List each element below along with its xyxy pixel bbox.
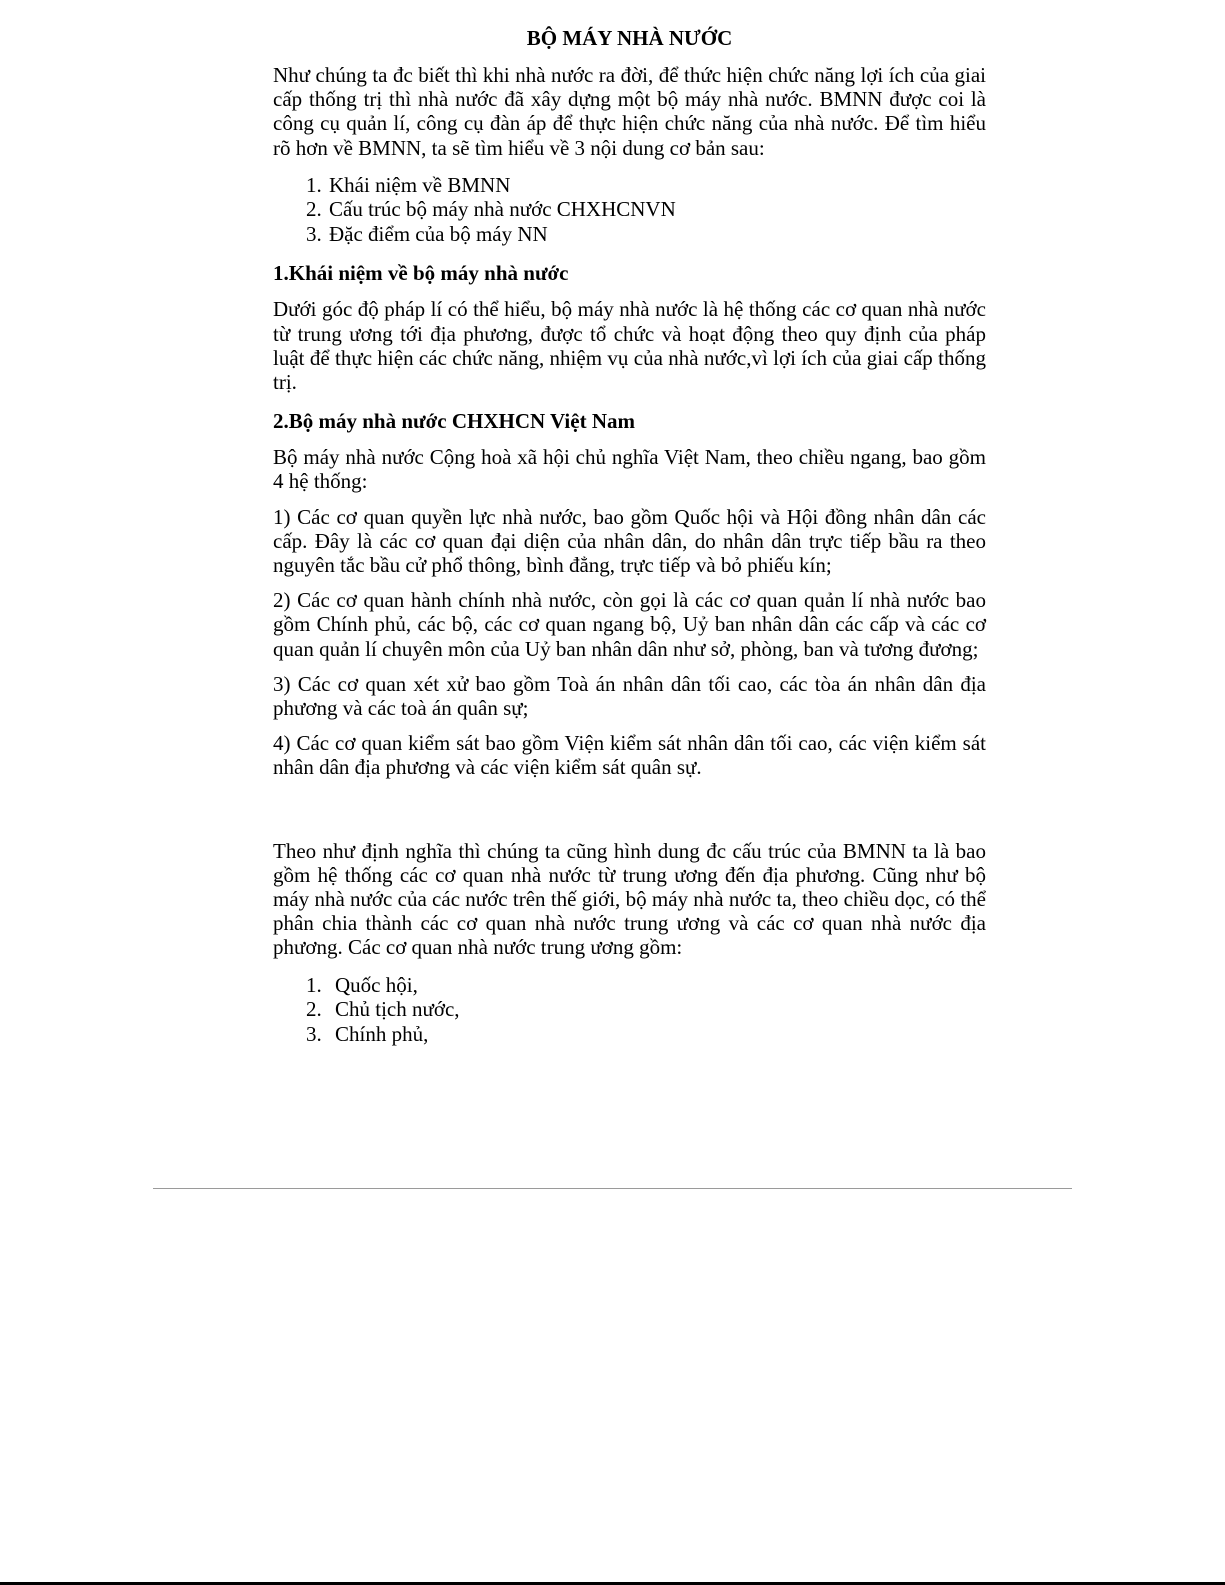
topics-list	[273, 173, 986, 247]
list-item: 1. Quốc hội,	[327, 973, 986, 998]
vertical-structure-paragraph: Theo như định nghĩa thì chúng ta cũng hình dung đc cấu trúc của BMNN ta là bao gồm hệ thống các cơ quan nhà nước từ trung ương đến địa phương. Cũng như bộ máy nhà nước của các nước trên thế giới, bộ máy nhà nước ta, theo chiều dọc, có thể phân chia thành các cơ quan nhà nước trung ương và các cơ quan nhà nước địa phương. Các cơ quan nhà nước trung ương gồm:	[273, 838, 986, 960]
system-paragraph: 1) Các cơ quan quyền lực nhà nước, bao gồm Quốc hội và Hội đồng nhân dân các cấp. Đây là các cơ quan đại diện của nhân dân, do nhân dân trực tiếp bầu ra theo nguyên tắc bầu cử phổ thông, bình đẳng, trực tiếp và bỏ phiếu kín;	[273, 504, 986, 577]
list-item: 2. Cấu trúc bộ máy nhà nước CHXHCNVN	[327, 197, 986, 222]
section-2-heading: 2.Bộ máy nhà nước CHXHCN Việt Nam	[273, 409, 635, 434]
section-2-intro: Bộ máy nhà nước Cộng hoà xã hội chủ nghĩa Việt Nam, theo chiều ngang, bao gồm 4 hệ thống:	[273, 445, 986, 494]
central-organs-list	[273, 973, 986, 1047]
section-1-heading: 1.Khái niệm về bộ máy nhà nước	[273, 261, 569, 286]
system-paragraph: 4) Các cơ quan kiểm sát bao gồm Viện kiểm sát nhân dân tối cao, các viện kiểm sát nhân dân địa phương và các viện kiểm sát quân sự.	[273, 731, 986, 780]
list-item: 3. Đặc điểm của bộ máy NN	[327, 222, 986, 247]
system-paragraph: 3) Các cơ quan xét xử bao gồm Toà án nhân dân tối cao, các tòa án nhân dân địa phương và các toà án quân sự;	[273, 671, 986, 720]
page-title: BỘ MÁY NHÀ NƯỚC	[526, 26, 733, 50]
page-divider	[153, 1188, 1072, 1189]
list-item: 2. Chủ tịch nước,	[327, 997, 986, 1022]
section-1-paragraph: Dưới góc độ pháp lí có thể hiểu, bộ máy nhà nước là hệ thống các cơ quan nhà nước từ trung ương tới địa phương, được tổ chức và hoạt động theo quy định của pháp luật để thực hiện các chức năng, nhiệm vụ của nhà nước,vì lợi ích của giai cấp thống trị.	[273, 297, 986, 394]
blank-space	[273, 791, 986, 839]
system-paragraph: 2) Các cơ quan hành chính nhà nước, còn gọi là các cơ quan quản lí nhà nước bao gồm Chính phủ, các bộ, các cơ quan ngang bộ, Uỷ ban nhân dân các cấp và các cơ quan quản lí chuyên môn của Uỷ ban nhân dân như sở, phòng, ban và tương đương;	[273, 588, 986, 661]
list-item: 3. Chính phủ,	[327, 1022, 986, 1047]
intro-paragraph: Như chúng ta đc biết thì khi nhà nước ra đời, để thức hiện chức năng lợi ích của giai cấp thống trị thì nhà nước đã xây dựng một bộ máy nhà nước. BMNN được coi là công cụ quản lí, công cụ đàn áp để thực hiện chức năng của nhà nước. Để tìm hiểu rõ hơn về BMNN, ta sẽ tìm hiểu về 3 nội dung cơ bản sau:	[273, 63, 986, 160]
document-body	[273, 26, 986, 1060]
list-item: 1. Khái niệm về BMNN	[327, 173, 986, 198]
